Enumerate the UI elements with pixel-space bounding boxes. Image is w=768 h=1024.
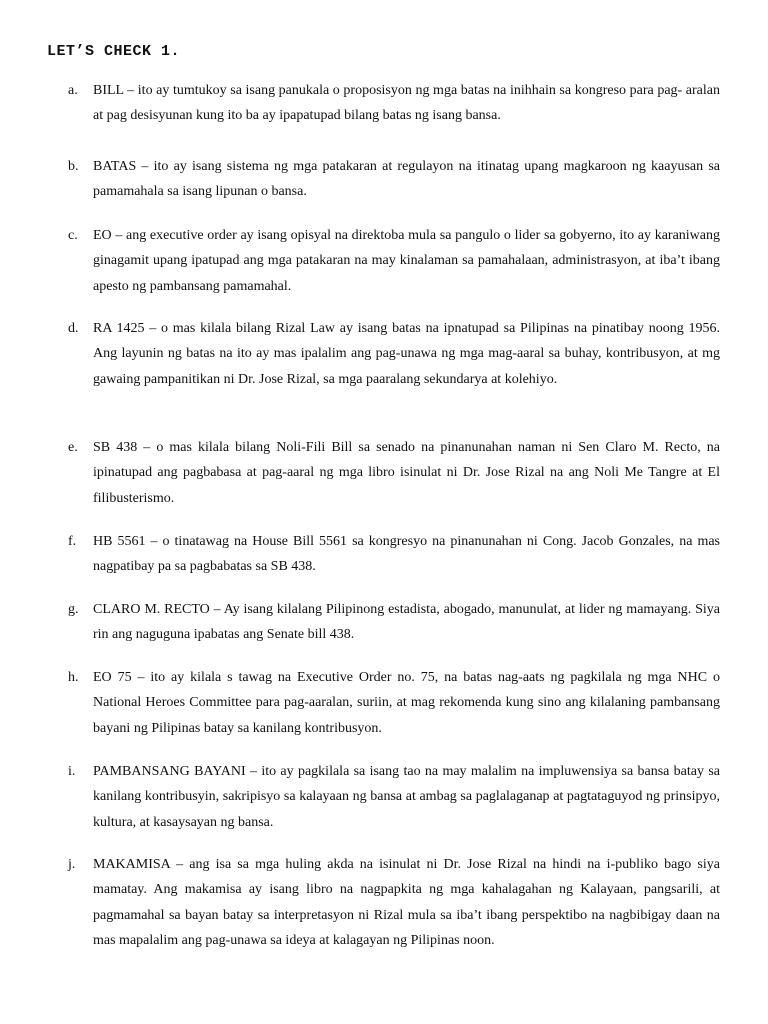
list-item-text: MAKAMISA – ang isa sa mga huling akda na isinulat ni Dr. Jose Rizal na hindi na i-publiko bago siya mamatay. Ang makamisa ay isang libro na nagpapkita ng mga kahalagahan ng Kalayaan, pangsarili, at pagmamahal sa bayan batay sa interpretasyon ni Rizal mula sa iba’t ibang perspektibo na nagbibigay daan na mas mapalalim ang pag-unawa sa ideya at kalagayan ng Pilipinas noon.: [93, 857, 720, 948]
list-item-marker: b.: [68, 159, 79, 174]
list-item-text: SB 438 – o mas kilala bilang Noli-Fili Bill sa senado na pinanunahan naman ni Sen Claro M. Recto, na ipinatupad ang pagbabasa at pag-aaral ng mga libro isinulat ni Dr. Jose Rizal na ang Noli Me Tangre at El filibusterismo.: [93, 440, 720, 506]
list-item-text: HB 5561 – o tinatawag na House Bill 5561 sa kongresyo na pinanunahan ni Cong. Jacob Gonzales, na mas nagpatibay pa sa pagbabatas sa SB 438.: [93, 534, 720, 575]
list-item-marker: i.: [68, 764, 76, 779]
list-item-text: RA 1425 – o mas kilala bilang Rizal Law ay isang batas na ipnatupad sa Pilipinas na pinatibay noong 1956. Ang layunin ng batas na ito ay mas ipalalim ang pag-unawa ng mga mag-aaral sa buhay, kontribusyon, at mg gawaing pampanitikan ni Dr. Jose Rizal, sa mga paaralang sekundarya at kolehiyo.: [93, 321, 720, 387]
list-item-text: EO – ang executive order ay isang opisyal na direktoba mula sa pangulo o lider sa gobyerno, ito ay karaniwang ginagamit upang ipatupad ang mga patakaran na may kinalaman sa pamahalaan, administrasyon, at iba’t ibang apesto ng pambansang pamamahal.: [93, 228, 720, 294]
list-item-text: EO 75 – ito ay kilala s tawag na Executive Order no. 75, na batas nag-aats ng pagkilala ng mga NHC o National Heroes Committee para pag-aaralan, suriin, at mag rekomenda kung sino ang kilalaning pambansang bayani ng Pilipinas batay sa kanilang kontribusyon.: [93, 670, 720, 736]
list-item-marker: a.: [68, 83, 78, 98]
page-title: LET’S CHECK 1.: [47, 43, 181, 60]
list-item-marker: d.: [68, 321, 79, 336]
list-item-marker: e.: [68, 440, 78, 455]
list-item-marker: f.: [68, 534, 77, 549]
list-item-marker: g.: [68, 602, 79, 617]
list-item-text: CLARO M. RECTO – Ay isang kilalang Pilipinong estadista, abogado, manunulat, at lider ng mamayang. Siya rin ang naguguna ipabatas ang Senate bill 438.: [93, 602, 720, 643]
list-item-marker: h.: [68, 670, 79, 685]
list-item-text: BATAS – ito ay isang sistema ng mga patakaran at regulayon na itinatag upang magkaroon ng kaayusan sa pamamahala sa isang lipunan o bansa.: [93, 159, 720, 200]
list-item-text: PAMBANSANG BAYANI – ito ay pagkilala sa isang tao na may malalim na impluwensiya sa bansa batay sa kanilang kontribusyin, sakripisyo sa kalayaan ng bansa at ambag sa paglalaganap at pagtataguyod ng prinsipyo, kultura, at kasaysayan ng bansa.: [93, 764, 720, 830]
list-item-marker: c.: [68, 228, 78, 243]
list-item-marker: j.: [68, 857, 76, 872]
list-item-text: BILL – ito ay tumtukoy sa isang panukala o proposisyon ng mga batas na inihhain sa kongreso para pag- aralan at pag desisyunan kung ito ba ay ipapatupad bilang batas ng isang bansa.: [93, 83, 720, 124]
